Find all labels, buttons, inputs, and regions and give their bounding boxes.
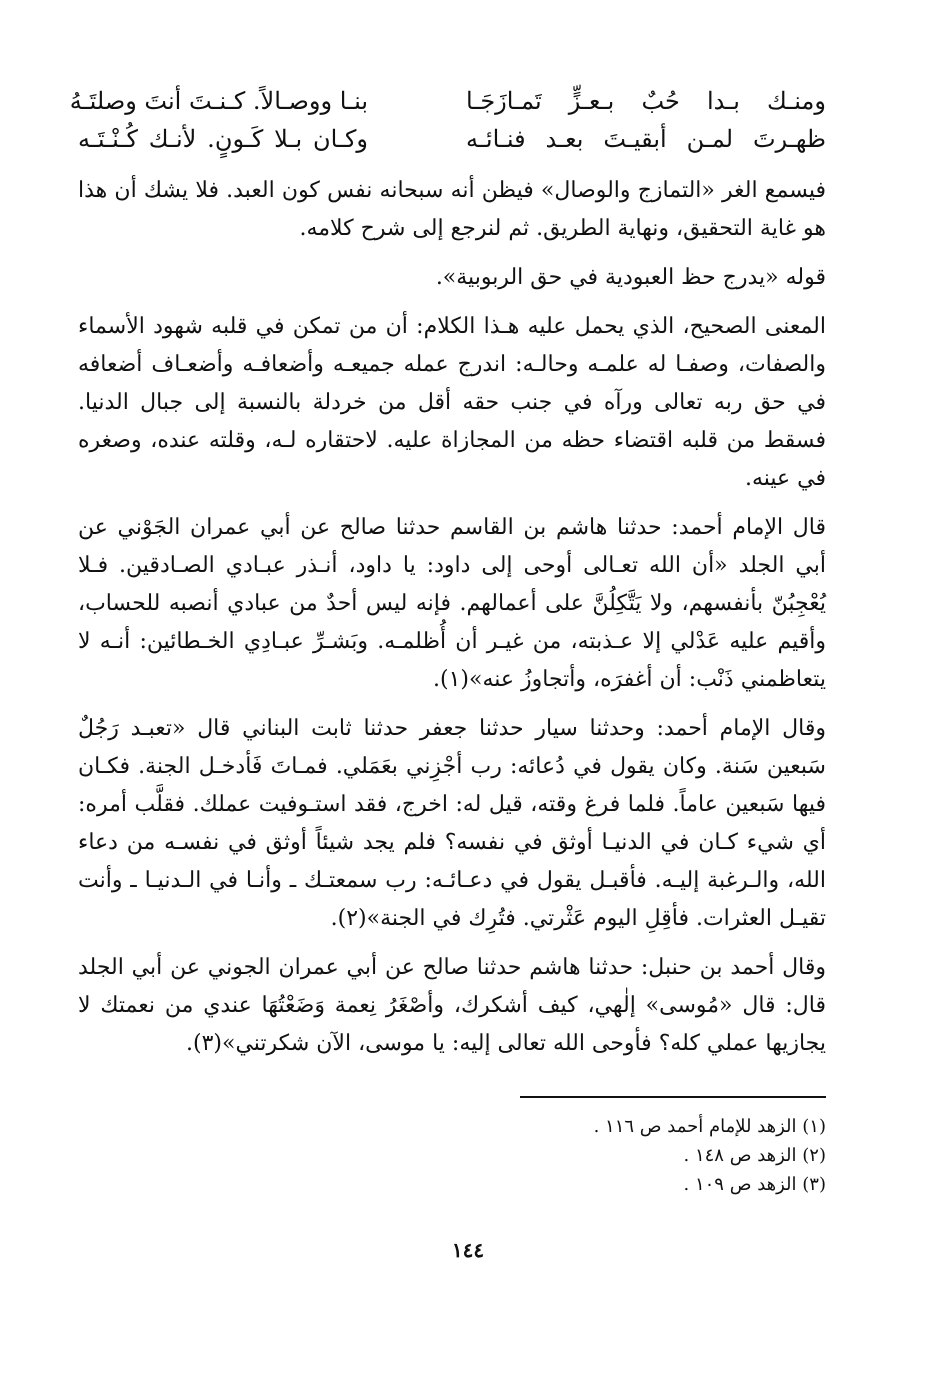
- hemistich-right: ظهـرتَ لمـن أبقيـتَ بعـد فنـائـه: [466, 125, 826, 153]
- footnote: (٢) الزهد ص ١٤٨ .: [683, 1145, 826, 1166]
- footnote-divider: [520, 1096, 826, 1098]
- footnote: (١) الزهد للإمام أحمد ص ١١٦ .: [593, 1116, 826, 1137]
- body-text: [78, 172, 826, 1063]
- poem: [69, 82, 826, 158]
- footnote: (٣) الزهد ص ١٠٩ .: [683, 1174, 826, 1195]
- footnotes: [426, 1112, 826, 1199]
- verse-2: [78, 120, 826, 158]
- hemistich-right: ومنـك بـدا حُبٌ بـعـزٍّ تَمـازَجَـا: [466, 87, 826, 115]
- page-number: ١٤٤: [451, 1238, 485, 1262]
- paragraph: وقال أحمد بن حنبل: حدثنا هاشم حدثنا صالح عن أبي عمران الجوني عن أبي الجلد قال: قال «مُوسى» إلٰهي، كيف أشكرك، وأصْغَرُ نِعمة وَضَعْتُهَا عندي من نعمتك لا يجازيها عملي كله؟ فأوحى الله تعالى إليه: يا موسى، الآن شكرتني»(٣).: [78, 955, 826, 1056]
- paragraph: فيسمع الغر «التمازج والوصال» فيظن أنه سبحانه نفس كون العبد. فلا يشك أن هذا هو غاية التحقيق، ونهاية الطريق. ثم لنرجع إلى شرح كلامه.: [78, 178, 826, 241]
- paragraph: المعنى الصحيح، الذي يحمل عليه هـذا الكلام: أن من تمكن في قلبه شهود الأسماء والصفات، وصفـا له علمـه وحالـه: اندرج عمله جميعـه وأضعافـه وأضعـاف أضعافه في حق ربه تعالى ورآه في جنب حقه أقل من خردلة بالنسبة إلى جبال الدنيا. فسقط من قلبه اقتضاء حظه من المجازاة عليه. لاحتقاره لـه، وقلته عنده، وصغره في عينه.: [78, 314, 827, 491]
- hemistich-left: وكـان بـلا كَـونٍ. لأنـك كُـنْـتَـه: [78, 125, 368, 153]
- paragraph: قوله «يدرج حظ العبودية في حق الربوبية».: [435, 265, 826, 290]
- paragraph: وقال الإمام أحمد: وحدثنا سيار حدثنا جعفر حدثنا ثابت البناني قال «تعبـد رَجُلٌ سَبعين سَنة. وكان يقول في دُعائه: رب أجْزِني بعَمَلي. فمـاتَ فَأدخـل الجنة. فكـان فيها سَبعين عاماً. فلما فرغ وقته، قيل له: اخرج، فقد استـوفيت عملك. فقلَّب أمره: أي شيء كـان في الدنيـا أوثق في نفسه؟ فلم يجد شيئاً أوثق في نفسـه من دعاء الله، والـرغبة إليـه. فأقبـل يقول في دعـائـه: رب سمعتـك ـ وأنـا في الـدنيـا ـ وأنت تقيـل العثرات. فأقِلِ اليوم عَثْرتي. فتُرِك في الجنة»(٢).: [78, 716, 826, 931]
- verse-1: [69, 82, 826, 120]
- hemistich-left: بنـا ووصـالاً. كـنـتَ أنتَ وصلتَـهُ: [69, 87, 368, 115]
- paragraph: قال الإمام أحمد: حدثنا هاشم بن القاسم حدثنا صالح عن أبي عمران الجَوْني عن أبي الجلد «أن الله تعـالى أوحى إلى داود: يا داود، أنـذر عبـادي الصـادقين. فـلا يُعْجِبُنّ بأنفسهم، ولا يَتَّكِلُنَّ على أعمالهم. فإنه ليس أحدٌ من عبادي أنصبه للحساب، وأقيم عليه عَدْلي إلا عـذبته، من غيـر أن أُظلمـه. وبَشـرِّ عبـادِي الخـطائين: أنـه لا يتعاظمني ذَنْب: أن أغفرَه، وأتجاوزُ عنه»(١).: [78, 515, 826, 692]
